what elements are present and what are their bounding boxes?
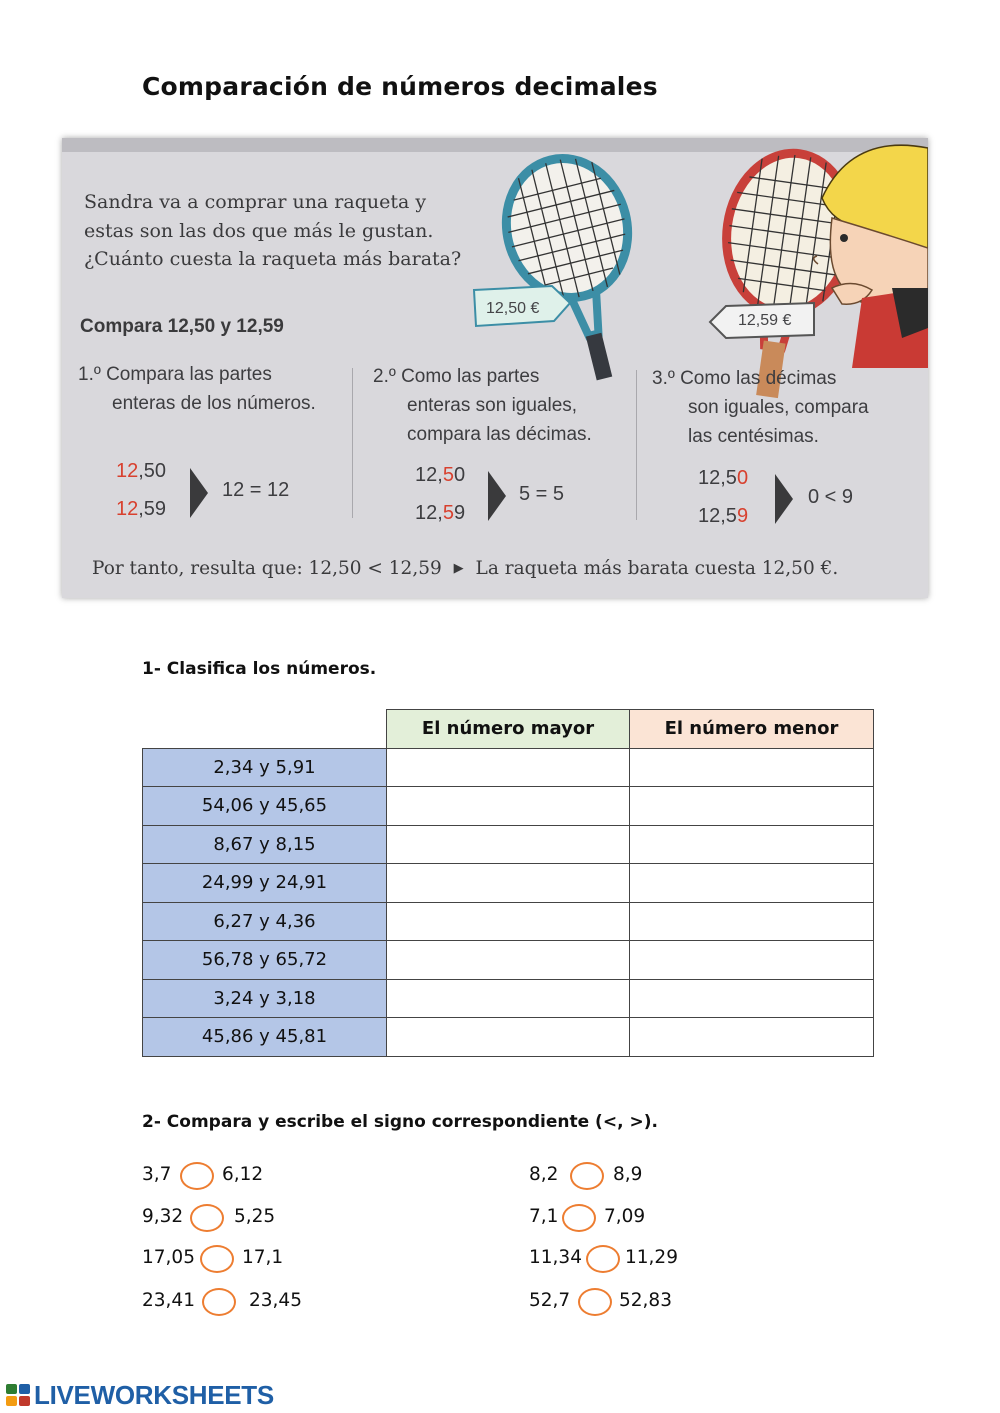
left-number: 52,7 [529,1290,571,1311]
step-2-number-a: 12,50 [415,464,466,486]
answer-menor-cell[interactable] [630,748,874,787]
conclusion-part-a: Por tanto, resulta que: 12,50 < 12,59 [92,558,442,579]
brand-name: LIVEWORKSHEETS [34,1380,274,1410]
number-pair: 6,27 y 4,36 [143,902,387,941]
sign-answer-oval[interactable] [570,1162,604,1190]
conclusion-line [92,558,838,579]
teal-racket [492,146,663,393]
step-2-number-b: 12,59 [415,502,466,524]
step-1-result: 12 = 12 [222,479,290,501]
step-2-result: 5 = 5 [519,483,565,505]
right-number: 6,12 [222,1164,264,1185]
answer-mayor-cell[interactable] [387,979,630,1018]
right-number: 52,83 [619,1290,672,1311]
answer-menor-cell[interactable] [630,902,874,941]
answer-mayor-cell[interactable] [387,864,630,903]
sign-answer-oval[interactable] [578,1288,612,1316]
triangle-icon: ▶ [453,561,464,576]
classification-table [142,709,874,1057]
step-line: 3.º Como las décimas [652,368,837,389]
step-3-arrow-icon [775,474,793,524]
answer-menor-cell[interactable] [630,1018,874,1057]
page-title: Comparación de números decimales [142,72,658,101]
number-pair: 8,67 y 8,15 [143,825,387,864]
table-row [143,748,874,787]
sign-answer-oval[interactable] [202,1288,236,1316]
sign-answer-oval[interactable] [190,1204,224,1232]
price-tag-left: 12,50 € [486,300,540,317]
left-number: 7,1 [529,1206,559,1227]
left-number: 3,7 [142,1164,172,1185]
right-number: 7,09 [604,1206,646,1227]
number-pair: 3,24 y 3,18 [143,979,387,1018]
table-row [143,979,874,1018]
step-line: enteras son iguales, [407,395,578,416]
table-row [143,902,874,941]
compare-heading: Compara 12,50 y 12,59 [80,316,284,337]
answer-menor-cell[interactable] [630,864,874,903]
sign-answer-oval[interactable] [200,1245,234,1273]
answer-mayor-cell[interactable] [387,1018,630,1057]
right-number: 5,25 [234,1206,276,1227]
left-number: 8,2 [529,1164,559,1185]
intro-line: Sandra va a comprar una raqueta y [84,191,427,213]
step-1-text [78,360,316,418]
table-row [143,825,874,864]
sign-answer-oval[interactable] [586,1245,620,1273]
logo-mark-icon [6,1384,30,1406]
intro-line: ¿Cuánto cuesta la raqueta más barata? [84,248,462,270]
step-1-number-a: 12,50 [116,460,167,482]
sign-answer-oval[interactable] [180,1162,214,1190]
header-menor: El número menor [630,710,874,749]
price-tag-right: 12,59 € [738,312,792,329]
table-row [143,941,874,980]
textbook-panel [62,138,928,598]
answer-menor-cell[interactable] [630,787,874,826]
step-1-arrow-icon [190,468,208,518]
exercise-1-title: 1- Clasifica los números. [142,659,377,679]
left-number: 9,32 [142,1206,184,1227]
table-header-row [143,710,874,749]
right-number: 11,29 [625,1247,678,1268]
step-1-number-b: 12,59 [116,498,167,520]
number-pair: 54,06 y 45,65 [143,787,387,826]
left-number: 23,41 [142,1290,195,1311]
answer-mayor-cell[interactable] [387,787,630,826]
answer-mayor-cell[interactable] [387,825,630,864]
answer-mayor-cell[interactable] [387,902,630,941]
divider [352,368,353,518]
table-row [143,1018,874,1057]
step-3-number-b: 12,59 [698,505,749,527]
number-pair: 2,34 y 5,91 [143,748,387,787]
answer-menor-cell[interactable] [630,941,874,980]
intro-line: estas son las dos que más le gustan. [84,219,434,242]
right-number: 8,9 [613,1164,643,1185]
step-line: las centésimas. [688,426,819,447]
step-line: compara las décimas. [407,424,592,445]
step-3-number-a: 12,50 [698,467,749,489]
divider [636,370,637,520]
answer-mayor-cell[interactable] [387,748,630,787]
exercise-2-title: 2- Compara y escribe el signo correspondiente (<, >). [142,1112,658,1132]
left-number: 17,05 [142,1247,195,1268]
number-pair: 24,99 y 24,91 [143,864,387,903]
step-line: 1.º Compara las partes [78,364,272,385]
step-3-result: 0 < 9 [808,486,854,508]
conclusion-part-b: La raqueta más barata cuesta 12,50 €. [475,558,839,579]
sign-answer-oval[interactable] [562,1204,596,1232]
empty-corner-cell [143,710,387,749]
right-number: 23,45 [249,1290,302,1311]
answer-mayor-cell[interactable] [387,941,630,980]
step-line: son iguales, compara [688,397,869,418]
number-pair: 45,86 y 45,81 [143,1018,387,1057]
table-row [143,787,874,826]
step-line: 2.º Como las partes [373,366,540,387]
left-number: 11,34 [529,1247,582,1268]
intro-text [84,188,461,274]
step-3-text [652,364,869,451]
answer-menor-cell[interactable] [630,979,874,1018]
table-row [143,864,874,903]
number-pair: 56,78 y 65,72 [143,941,387,980]
step-2-text [373,362,592,449]
step-2-arrow-icon [488,471,506,521]
step-line: enteras de los números. [112,393,316,414]
right-number: 17,1 [242,1247,284,1268]
header-mayor: El número mayor [387,710,630,749]
answer-menor-cell[interactable] [630,825,874,864]
